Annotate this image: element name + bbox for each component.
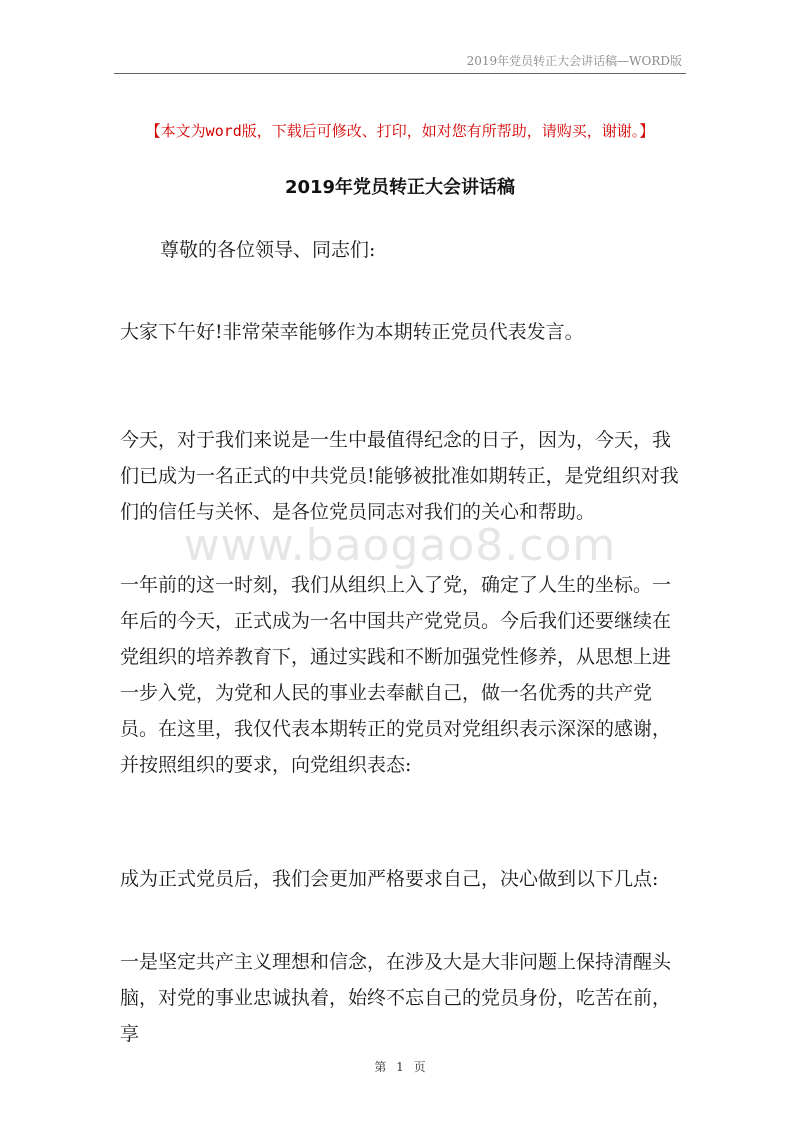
paragraph-text: 一年前的这一时刻，我们从组织上入了党，确定了人生的坐标。一年后的今天，正式成为一名中国共产党党员。今后我们还要继续在党组织的培养教育下，通过实践和不断加强党性修养，从思想上进一步入党，为党和人民的事业去奉献自己，做一名优秀的共产党员。在这里，我仅代表本期转正的党员对党组织表示深深的感谢，并按照组织的要求，向党组织表态: bbox=[120, 574, 672, 776]
purchase-notice: 【本文为word版，下载后可修改、打印，如对您有所帮助，请购买，谢谢。】 bbox=[145, 122, 655, 140]
page-footer bbox=[0, 1058, 800, 1075]
header-divider bbox=[114, 73, 686, 74]
document-title: 2019年党员转正大会讲话稿 bbox=[284, 177, 516, 198]
paragraph-5 bbox=[120, 944, 686, 1052]
page-prefix: 第 bbox=[374, 1060, 387, 1074]
greeting: 尊敬的各位领导、同志们: bbox=[160, 239, 376, 261]
paragraph-text: 今天，对于我们来说是一生中最值得纪念的日子，因为，今天，我们已成为一名正式的中共党员!能够被批准如期转正，是党组织对我们的信任与关怀、是各位党员同志对我们的关心和帮助。 bbox=[120, 429, 679, 523]
paragraph-1 bbox=[120, 314, 686, 350]
paragraph-4 bbox=[120, 861, 686, 897]
page-suffix: 页 bbox=[413, 1060, 426, 1074]
paragraph-text: 大家下午好!非常荣幸能够作为本期转正党员代表发言。 bbox=[120, 321, 584, 343]
running-header: 2019年党员转正大会讲话稿—WORD版 bbox=[466, 54, 682, 68]
paragraph-text: 一是坚定共产主义理想和信念，在涉及大是大非问题上保持清醒头脑，对党的事业忠诚执着，始终不忘自己的党员身份，吃苦在前，享 bbox=[120, 951, 672, 1045]
paragraph-3 bbox=[120, 567, 686, 783]
watermark: www.baogao8.com bbox=[183, 520, 617, 571]
paragraph-2 bbox=[120, 422, 686, 530]
paragraph-text: 成为正式党员后，我们会更加严格要求自己，决心做到以下几点: bbox=[120, 868, 659, 890]
page-number: 1 bbox=[396, 1060, 404, 1074]
